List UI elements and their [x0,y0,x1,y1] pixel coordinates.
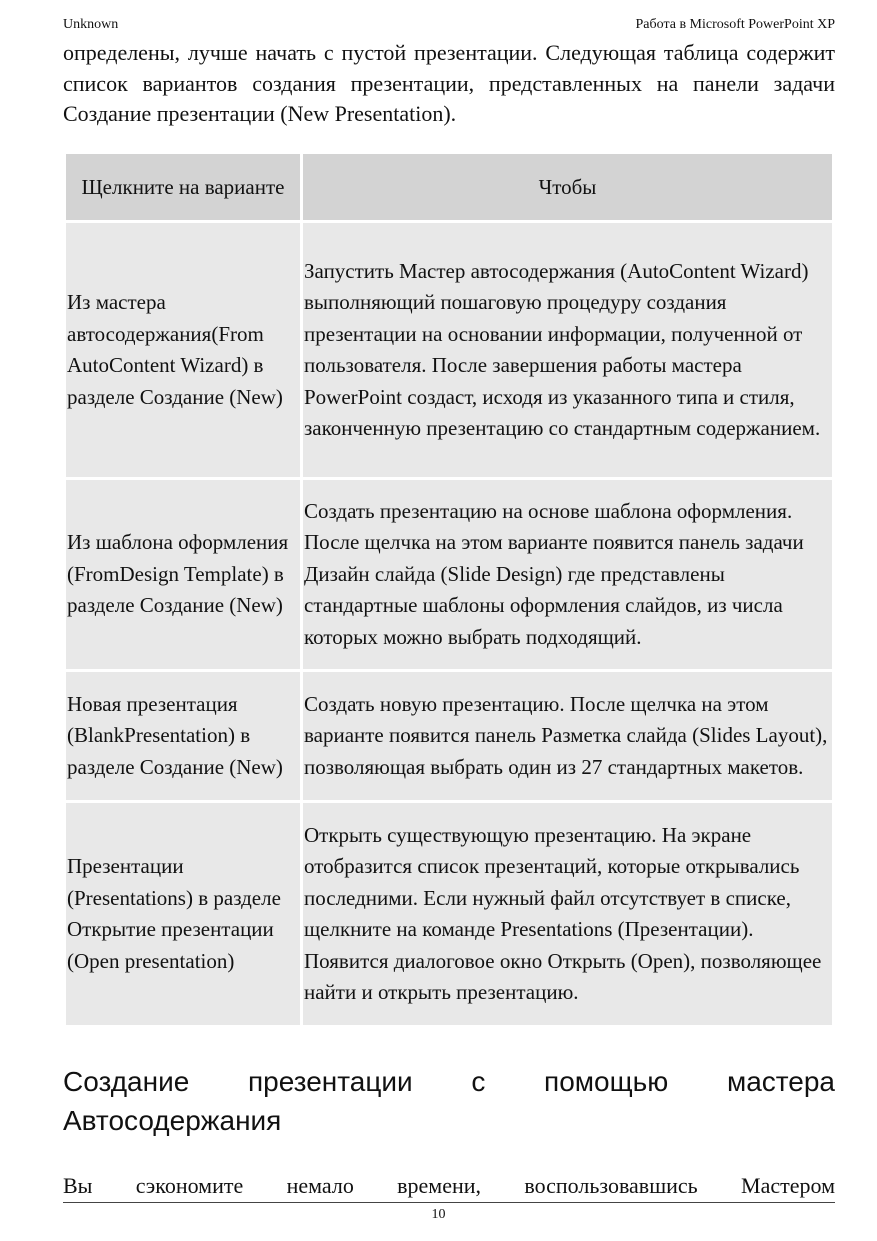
action-cell: Создать новую презентацию. После щелчка на этом варианте появится панель Разметка слайда (Slides Layout), позволяющая выбрать один из 27 стандартных макетов. [303,672,832,800]
action-cell: Запустить Мастер автосодержания (AutoContent Wizard) выполняющий пошаговую процедуру создания презентации на основании информации, полученной от пользователя. После завершения работы мастера PowerPoint создаст, исходя из указанного типа и стиля, законченную презентацию со стандартным содержанием. [303,223,832,477]
column-header-action: Чтобы [303,154,832,220]
intro-paragraph: определены, лучше начать с пустой презентации. Следующая таблица содержит список вариантов создания презентации, представленных на панели задачи Создание презентации (New Presentation). [63,40,835,126]
section-heading: Создание презентации с помощью мастера Автосодержания [63,1066,835,1136]
option-cell: Новая презентация (BlankPresentation) в разделе Создание (New) [66,672,300,800]
page-number: 10 [431,1207,446,1222]
column-header-option: Щелкните на варианте [66,154,300,220]
table-row [66,480,832,669]
footer-divider [63,1202,835,1203]
option-cell: Из мастера автосодержания(From AutoContent Wizard) в разделе Создание (New) [66,223,300,477]
table-row [66,803,832,1025]
options-table [63,151,835,1028]
header-right-title: Работа в Microsoft PowerPoint XP [635,17,835,32]
action-cell: Создать презентацию на основе шаблона оформления. После щелчка на этом варианте появится панель задачи Дизайн слайда (Slide Design) где представлены стандартные шаблоны оформления слайдов, из числа которых можно выбрать подходящий. [303,480,832,669]
table-header-row [66,154,832,220]
option-cell: Из шаблона оформления (FromDesign Template) в разделе Создание (New) [66,480,300,669]
option-cell: Презентации (Presentations) в разделе Открытие презентации (Open presentation) [66,803,300,1025]
body-paragraph: Вы сэкономите немало времени, воспользовавшись Мастером [63,1173,835,1198]
table-row [66,672,832,800]
header-left-text: Unknown [63,17,119,32]
table-row [66,223,832,477]
action-cell: Открыть существующую презентацию. На экране отобразится список презентаций, которые открывались последними. Если нужный файл отсутствует в списке, щелкните на команде Presentations (Презентации). Появится диалоговое окно Открыть (Open), позволяющее найти и открыть презентацию. [303,803,832,1025]
